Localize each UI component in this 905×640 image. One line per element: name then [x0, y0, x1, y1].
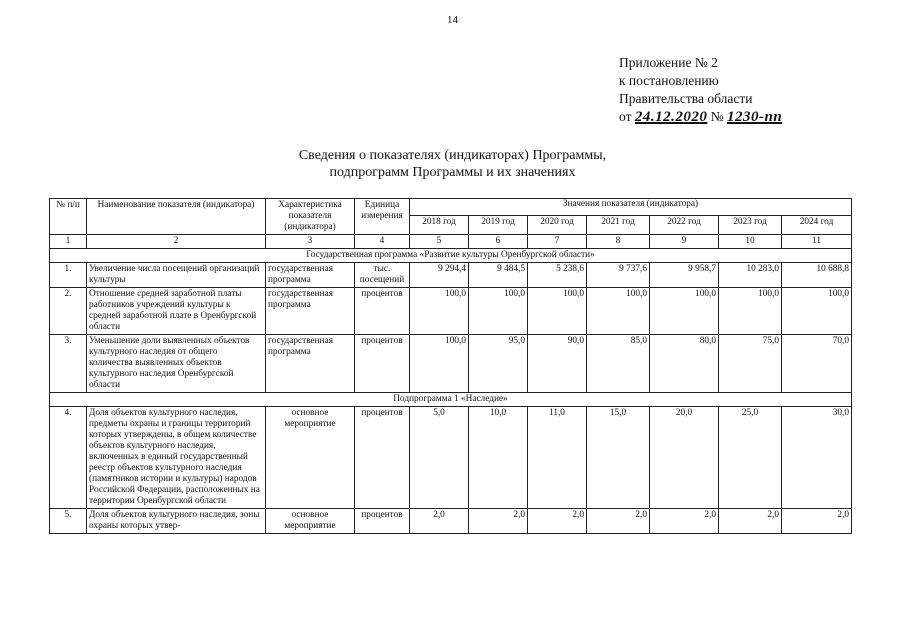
number-label: №: [710, 109, 724, 124]
appendix-line-3: Правительства области: [619, 91, 753, 106]
document-title: [0, 147, 905, 181]
header-year: 2024 год: [782, 215, 852, 234]
indicator-unit: процентов: [355, 407, 410, 509]
value-cell: 15,0: [587, 407, 650, 509]
value-cell: 2,0: [410, 509, 469, 534]
value-cell: 2,0: [587, 509, 650, 534]
value-cell: 2,0: [782, 509, 852, 534]
value-cell: 2,0: [528, 509, 587, 534]
value-cell: 80,0: [650, 335, 719, 393]
resolution-date: 24.12.2020: [634, 109, 708, 125]
value-cell: 10 688,8: [782, 263, 852, 288]
value-cell: 75,0: [719, 335, 782, 393]
indicator-unit: тыс. посещений: [355, 263, 410, 288]
header-year: 2022 год: [650, 215, 719, 234]
header-characteristic: Характеристика показателя (индикатора): [266, 199, 355, 235]
table-row: [50, 288, 852, 335]
column-number: 6: [469, 235, 528, 249]
indicator-name: Отношение средней заработной платы работников учреждений культуры к средней заработной плате в Оренбургской области: [87, 288, 266, 335]
row-number: 5.: [50, 509, 87, 534]
value-cell: 100,0: [528, 288, 587, 335]
indicator-characteristic: государственная программа: [266, 335, 355, 393]
value-cell: 2,0: [469, 509, 528, 534]
value-cell: 70,0: [782, 335, 852, 393]
resolution-number: 1230-пп: [727, 109, 783, 125]
header-year: 2018 год: [410, 215, 469, 234]
value-cell: 90,0: [528, 335, 587, 393]
appendix-line-4: [619, 108, 782, 126]
value-cell: 100,0: [719, 288, 782, 335]
row-number: 4.: [50, 407, 87, 509]
table-row: [50, 407, 852, 509]
value-cell: 9 958,7: [650, 263, 719, 288]
header-year: 2023 год: [719, 215, 782, 234]
title-line-1: Сведения о показателях (индикаторах) Программы,: [298, 148, 607, 163]
appendix-line-2: к постановлению: [619, 73, 719, 88]
value-cell: 9 484,5: [469, 263, 528, 288]
header-year: 2019 год: [469, 215, 528, 234]
value-cell: 100,0: [410, 288, 469, 335]
page-number: 14: [447, 14, 458, 26]
column-number: 4: [355, 235, 410, 249]
column-number: 5: [410, 235, 469, 249]
value-cell: 11,0: [528, 407, 587, 509]
value-cell: 2,0: [719, 509, 782, 534]
value-cell: 100,0: [650, 288, 719, 335]
header-year: 2020 год: [528, 215, 587, 234]
value-cell: 5,0: [410, 407, 469, 509]
indicator-name: Доля объектов культурного наследия, предметы охраны и границы территорий которых утверждены, в общем количестве объектов культурного наследия, включенных в единый государственный реестр объектов культурного наследия (памятников истории и культуры) народов Российской Федерации, расположенных на территории Оренбургской области: [87, 407, 266, 509]
column-number: 2: [87, 235, 266, 249]
table-row: [50, 335, 852, 393]
column-number: 1: [50, 235, 87, 249]
header-year: 2021 год: [587, 215, 650, 234]
header-row-1: [50, 199, 852, 216]
value-cell: 10 283,0: [719, 263, 782, 288]
column-number: 9: [650, 235, 719, 249]
header-values-group: Значения показателя (индикатора): [410, 199, 852, 216]
table-row: [50, 263, 852, 288]
value-cell: 9 294,4: [410, 263, 469, 288]
value-cell: 100,0: [410, 335, 469, 393]
section-title: Подпрограмма 1 «Наследие»: [50, 393, 852, 407]
from-label: от: [619, 109, 632, 124]
indicator-name: Увеличение числа посещений организаций культуры: [87, 263, 266, 288]
table-row: [50, 509, 852, 534]
indicator-name: Доля объектов культурного наследия, зоны охраны которых утвер-: [87, 509, 266, 534]
appendix-header: [619, 54, 782, 126]
column-number: 10: [719, 235, 782, 249]
header-name: Наименование показателя (индикатора): [87, 199, 266, 235]
section-title: Государственная программа «Развитие культуры Оренбургской области»: [50, 249, 852, 263]
value-cell: 85,0: [587, 335, 650, 393]
value-cell: 5 238,6: [528, 263, 587, 288]
header-unit: Единица измерения: [355, 199, 410, 235]
value-cell: 20,0: [650, 407, 719, 509]
column-numbers-row: [50, 235, 852, 249]
indicator-characteristic: основное мероприятие: [266, 407, 355, 509]
column-number: 11: [782, 235, 852, 249]
header-num: № п/п: [50, 199, 87, 235]
indicators-table: [49, 198, 852, 534]
indicator-name: Уменьшение доли выявленных объектов культурного наследия от общего количества выявленных объектов культурного наследия Оренбургской области: [87, 335, 266, 393]
title-line-2: подпрограмм Программы и их значениях: [329, 165, 576, 180]
value-cell: 10,0: [469, 407, 528, 509]
row-number: 2.: [50, 288, 87, 335]
row-number: 3.: [50, 335, 87, 393]
appendix-line-1: Приложение № 2: [619, 55, 718, 70]
value-cell: 95,0: [469, 335, 528, 393]
indicator-characteristic: государственная программа: [266, 288, 355, 335]
section-row-program: [50, 249, 852, 263]
column-number: 7: [528, 235, 587, 249]
value-cell: 25,0: [719, 407, 782, 509]
value-cell: 30,0: [782, 407, 852, 509]
value-cell: 100,0: [782, 288, 852, 335]
indicator-characteristic: государственная программа: [266, 263, 355, 288]
value-cell: 2,0: [650, 509, 719, 534]
section-row-subprogram: [50, 393, 852, 407]
column-number: 3: [266, 235, 355, 249]
value-cell: 9 737,6: [587, 263, 650, 288]
value-cell: 100,0: [469, 288, 528, 335]
indicator-unit: процентов: [355, 288, 410, 335]
indicator-unit: процентов: [355, 509, 410, 534]
value-cell: 100,0: [587, 288, 650, 335]
row-number: 1.: [50, 263, 87, 288]
column-number: 8: [587, 235, 650, 249]
indicator-characteristic: основное мероприятие: [266, 509, 355, 534]
indicator-unit: процентов: [355, 335, 410, 393]
